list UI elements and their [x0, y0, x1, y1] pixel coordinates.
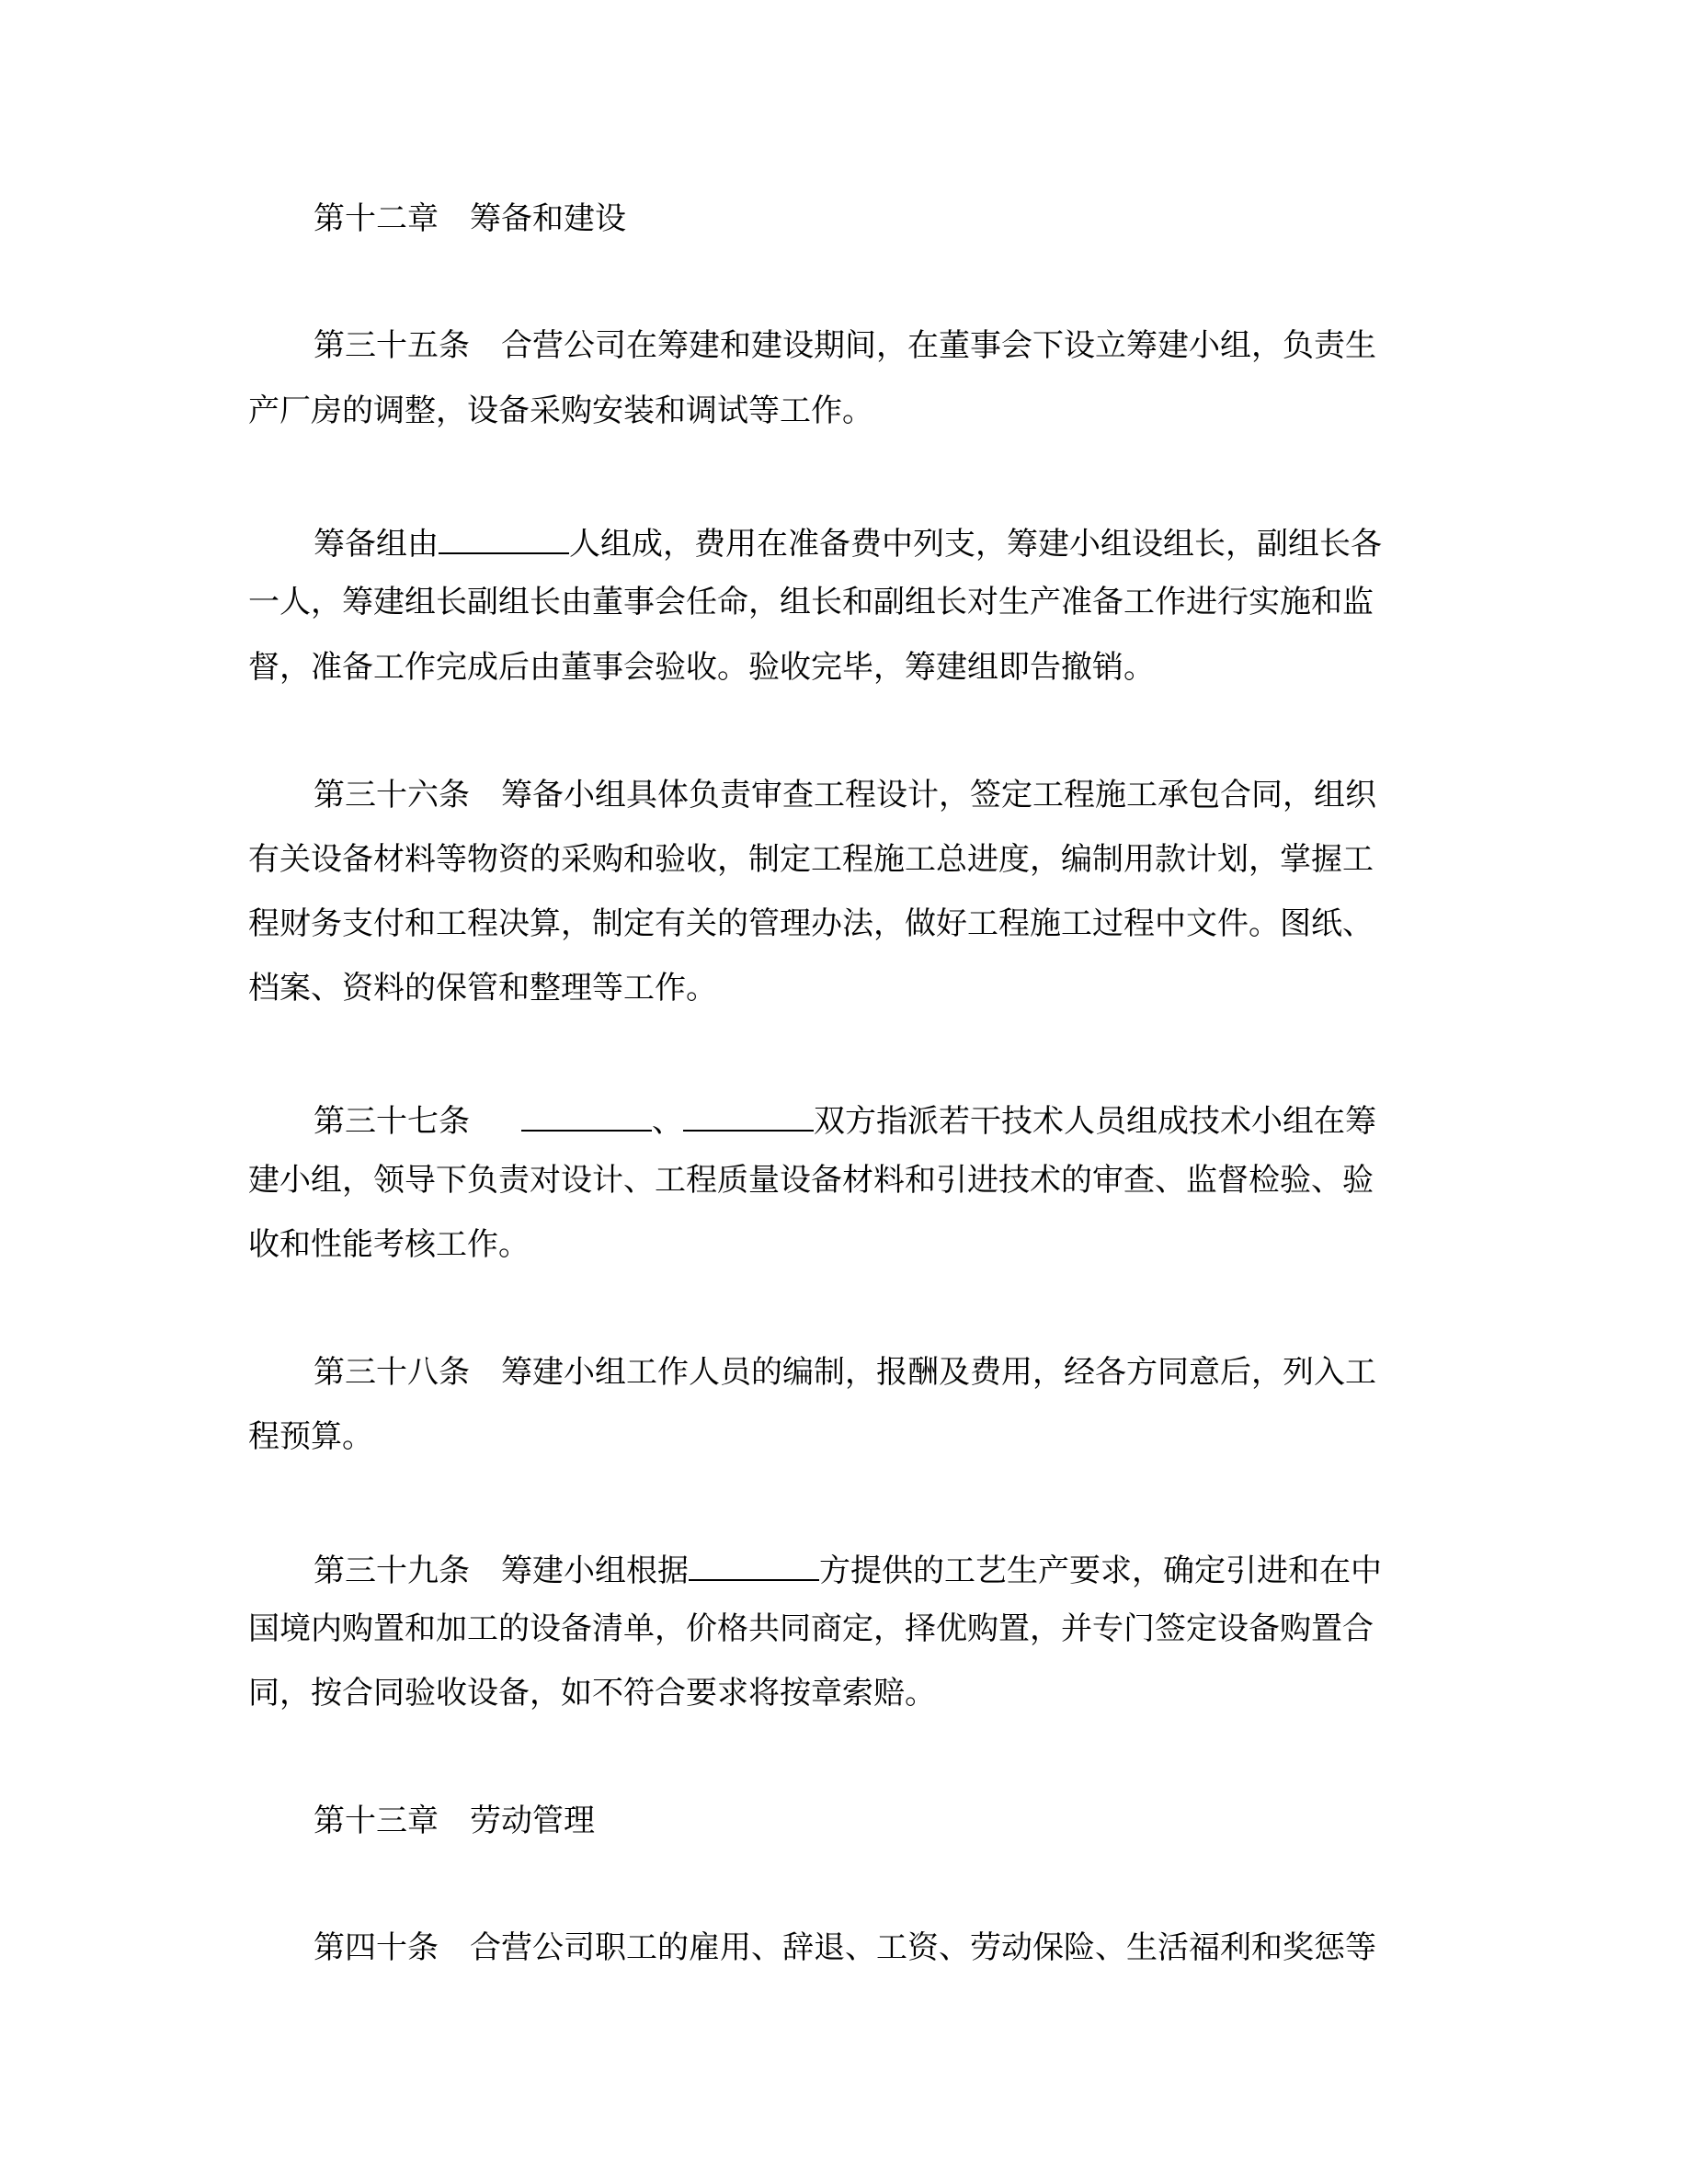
article-36-line-1: 第三十六条 筹备小组具体负责审查工程设计，签定工程施工承包合同，组织	[314, 777, 1376, 813]
article-37-line-1	[314, 1097, 1376, 1140]
article-37-text-after-blanks: 双方指派若干技术人员组成技术小组在筹	[814, 1103, 1376, 1140]
prep-group-text-before-blank: 筹备组由	[314, 526, 439, 563]
member-count-blank	[439, 519, 569, 554]
article-39-line-3: 同，按合同验收设备，如不符合要求将按章索赔。	[248, 1675, 936, 1712]
prep-group-text-after-blank: 人组成，费用在准备费中列支，筹建小组设组长，副组长各	[569, 526, 1382, 563]
article-38-line-1: 第三十八条 筹建小组工作人员的编制，报酬及费用，经各方同意后，列入工	[314, 1354, 1376, 1391]
chapter-12-heading: 第十二章 筹备和建设	[314, 200, 626, 237]
prep-group-line-3: 督，准备工作完成后由董事会验收。验收完毕，筹建组即告撤销。	[248, 649, 1155, 686]
article-40-line-1: 第四十条 合营公司职工的雇用、辞退、工资、劳动保险、生活福利和奖惩等	[314, 1929, 1376, 1966]
article-35-line-2: 产厂房的调整，设备采购安装和调试等工作。	[248, 392, 873, 429]
article-38-line-2: 程预算。	[248, 1418, 373, 1455]
prep-group-line-1	[314, 519, 1382, 563]
article-39-line-2: 国境内购置和加工的设备清单，价格共同商定，择优购置，并专门签定设备购置合	[248, 1610, 1374, 1647]
article-39-text-before-blank: 第三十九条 筹建小组根据	[314, 1553, 689, 1589]
party-b-blank	[683, 1097, 814, 1132]
article-36-line-4: 档案、资料的保管和整理等工作。	[248, 970, 717, 1007]
article-37-line-2: 建小组，领导下负责对设计、工程质量设备材料和引进技术的审查、监督检验、验	[248, 1162, 1374, 1199]
article-37-line-3: 收和性能考核工作。	[248, 1226, 530, 1263]
article-39-text-after-blank: 方提供的工艺生产要求，确定引进和在中	[819, 1553, 1382, 1589]
party-a-blank	[521, 1097, 652, 1132]
article-37-separator: 、	[652, 1103, 683, 1140]
article-36-line-3: 程财务支付和工程决算，制定有关的管理办法，做好工程施工过程中文件。图纸、	[248, 905, 1374, 942]
chapter-13-heading: 第十三章 劳动管理	[314, 1803, 595, 1839]
article-35-line-1: 第三十五条 合营公司在筹建和建设期间，在董事会下设立筹建小组，负责生	[314, 327, 1376, 364]
prep-group-line-2: 一人，筹建组长副组长由董事会任命，组长和副组长对生产准备工作进行实施和监	[248, 584, 1374, 620]
article-36-line-2: 有关设备材料等物资的采购和验收，制定工程施工总进度，编制用款计划，掌握工	[248, 841, 1374, 878]
technology-provider-blank	[689, 1546, 819, 1581]
article-37-label: 第三十七条	[314, 1103, 501, 1140]
article-39-line-1	[314, 1546, 1382, 1589]
